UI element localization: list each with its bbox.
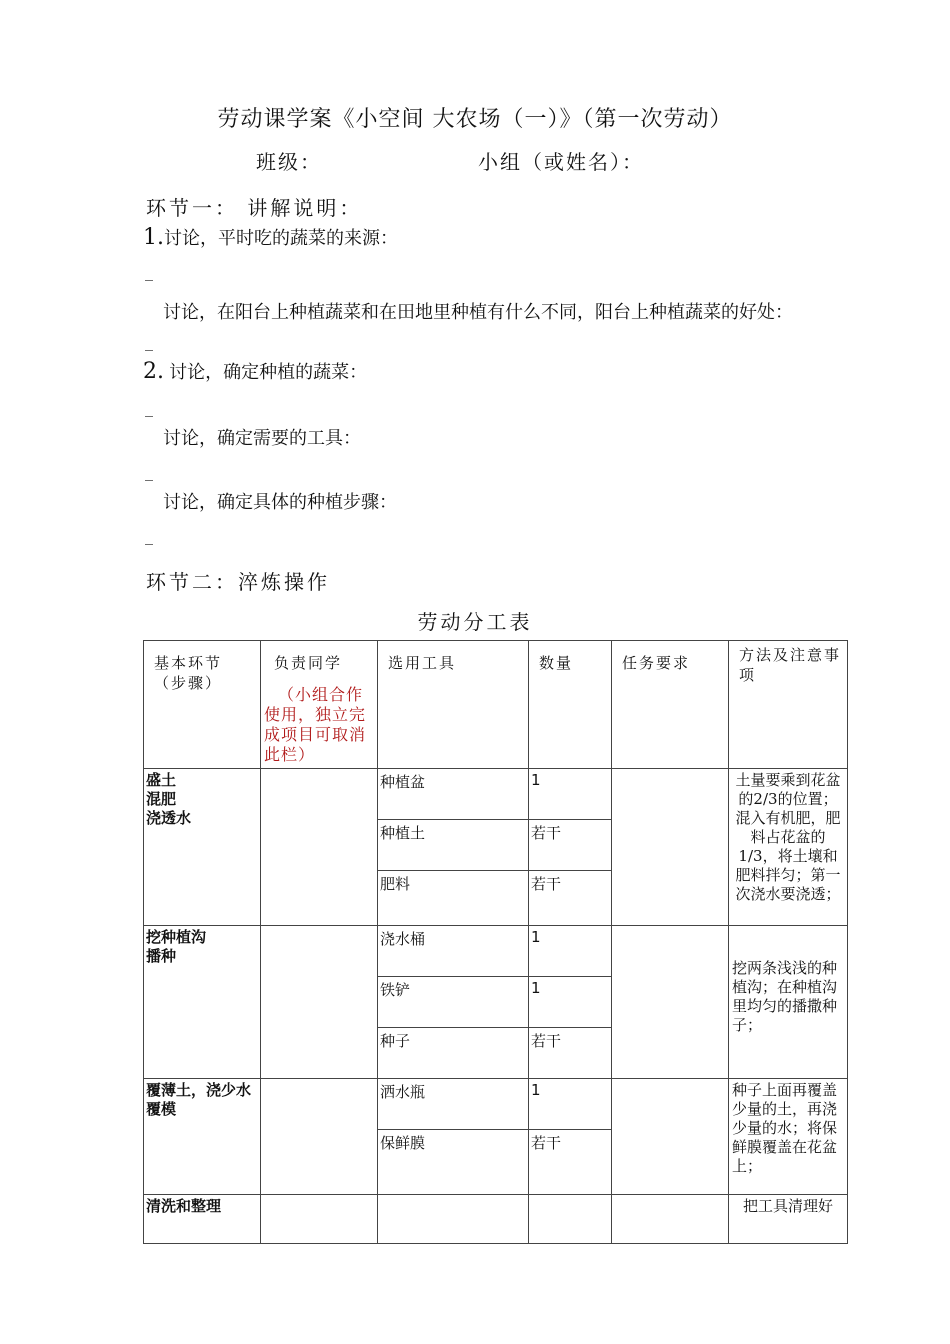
question-2-text: 讨论，确定种植的蔬菜： bbox=[169, 362, 368, 383]
tool-cell: 种植土 bbox=[378, 820, 529, 871]
method-cell: 种子上面再覆盖少量的土，再浇少量的水；将保鲜膜覆盖在花盆上； bbox=[729, 1079, 848, 1195]
step-line: 覆薄土，浇少水 bbox=[146, 1081, 252, 1099]
tool-cell: 铁铲 bbox=[378, 977, 529, 1028]
step-line: 混肥 bbox=[146, 790, 177, 808]
person-cell[interactable] bbox=[261, 769, 378, 926]
table-row bbox=[144, 1079, 848, 1130]
task-cell[interactable] bbox=[612, 1079, 729, 1195]
step-line: 覆模 bbox=[146, 1100, 177, 1118]
page-title: 劳动课学案《小空间 大农场（一）》（第一次劳动） bbox=[217, 107, 733, 132]
section1-heading: 环节一： 讲解说明： bbox=[146, 196, 363, 220]
step-line: 盛土 bbox=[146, 771, 177, 789]
step-line: 播种 bbox=[146, 947, 177, 965]
qty-cell: 1 bbox=[529, 1079, 612, 1130]
step-cell bbox=[144, 1195, 261, 1244]
method-cell: 土量要乘到花盆的2/3的位置；混入有机肥，肥料占花盆的1/3，将土壤和肥料拌匀；第一次浇水要浇透； bbox=[729, 769, 848, 926]
step-cell bbox=[144, 1079, 261, 1195]
question-1-number: 1. bbox=[143, 225, 164, 250]
table-row bbox=[144, 926, 848, 977]
header-person-note: （小组合作使用，独立完成项目可取消此栏） bbox=[264, 685, 367, 764]
task-cell[interactable] bbox=[612, 769, 729, 926]
tool-cell: 种植盆 bbox=[378, 769, 529, 820]
tool-cell: 肥料 bbox=[378, 871, 529, 926]
qty-cell: 1 bbox=[529, 769, 612, 820]
qty-cell: 1 bbox=[529, 926, 612, 977]
section2-heading: 环节二：淬炼操作 bbox=[146, 570, 330, 594]
answer-blank[interactable]: _ bbox=[145, 526, 153, 545]
answer-blank[interactable]: _ bbox=[145, 262, 153, 281]
header-method: 方法及注意事项 bbox=[729, 641, 848, 769]
qty-cell[interactable] bbox=[529, 1195, 612, 1244]
step-cell bbox=[144, 926, 261, 1079]
question-1 bbox=[143, 224, 398, 250]
person-cell[interactable] bbox=[261, 1079, 378, 1195]
method-cell: 把工具清理好 bbox=[729, 1195, 848, 1244]
step-cell bbox=[144, 769, 261, 926]
step-line: 挖种植沟 bbox=[146, 928, 207, 946]
labor-division-table bbox=[143, 640, 848, 1244]
tool-cell[interactable] bbox=[378, 1195, 529, 1244]
task-cell[interactable] bbox=[612, 926, 729, 1079]
question-2b: 讨论，确定需要的工具： bbox=[163, 428, 361, 449]
question-1-text: 讨论，平时吃的蔬菜的来源： bbox=[164, 228, 398, 249]
answer-blank[interactable]: _ bbox=[145, 332, 153, 351]
qty-cell: 若干 bbox=[529, 1028, 612, 1079]
answer-blank[interactable]: _ bbox=[145, 462, 153, 481]
header-qty: 数量 bbox=[529, 641, 612, 769]
header-step: 基本环节（步骤） bbox=[144, 641, 261, 769]
tool-cell: 浇水桶 bbox=[378, 926, 529, 977]
table-row bbox=[144, 769, 848, 820]
person-cell[interactable] bbox=[261, 1195, 378, 1244]
header-person bbox=[261, 641, 378, 769]
header-person-label: 负责同学 bbox=[274, 654, 343, 672]
table-header-row bbox=[144, 641, 848, 769]
question-2c: 讨论，确定具体的种植步骤： bbox=[163, 492, 397, 513]
tool-cell: 洒水瓶 bbox=[378, 1079, 529, 1130]
step-line: 清洗和整理 bbox=[146, 1197, 222, 1215]
table-row bbox=[144, 1195, 848, 1244]
header-task: 任务要求 bbox=[612, 641, 729, 769]
header-tool: 选用工具 bbox=[378, 641, 529, 769]
answer-blank[interactable]: _ bbox=[145, 398, 153, 417]
question-2-number: 2. bbox=[143, 359, 164, 384]
qty-cell: 若干 bbox=[529, 820, 612, 871]
method-cell: 挖两条浅浅的种植沟；在种植沟里均匀的播撒种子； bbox=[729, 926, 848, 1079]
group-label: 小组（或姓名）： bbox=[478, 150, 644, 174]
tool-cell: 种子 bbox=[378, 1028, 529, 1079]
qty-cell: 1 bbox=[529, 977, 612, 1028]
table-title: 劳动分工表 bbox=[417, 610, 533, 634]
question-1b: 讨论，在阳台上种植蔬菜和在田地里种植有什么不同，阳台上种植蔬菜的好处： bbox=[163, 302, 793, 323]
qty-cell: 若干 bbox=[529, 871, 612, 926]
question-2 bbox=[143, 358, 367, 384]
step-line: 浇透水 bbox=[146, 809, 192, 827]
task-cell[interactable] bbox=[612, 1195, 729, 1244]
qty-cell: 若干 bbox=[529, 1130, 612, 1195]
tool-cell: 保鲜膜 bbox=[378, 1130, 529, 1195]
person-cell[interactable] bbox=[261, 926, 378, 1079]
class-label: 班级： bbox=[256, 150, 322, 174]
